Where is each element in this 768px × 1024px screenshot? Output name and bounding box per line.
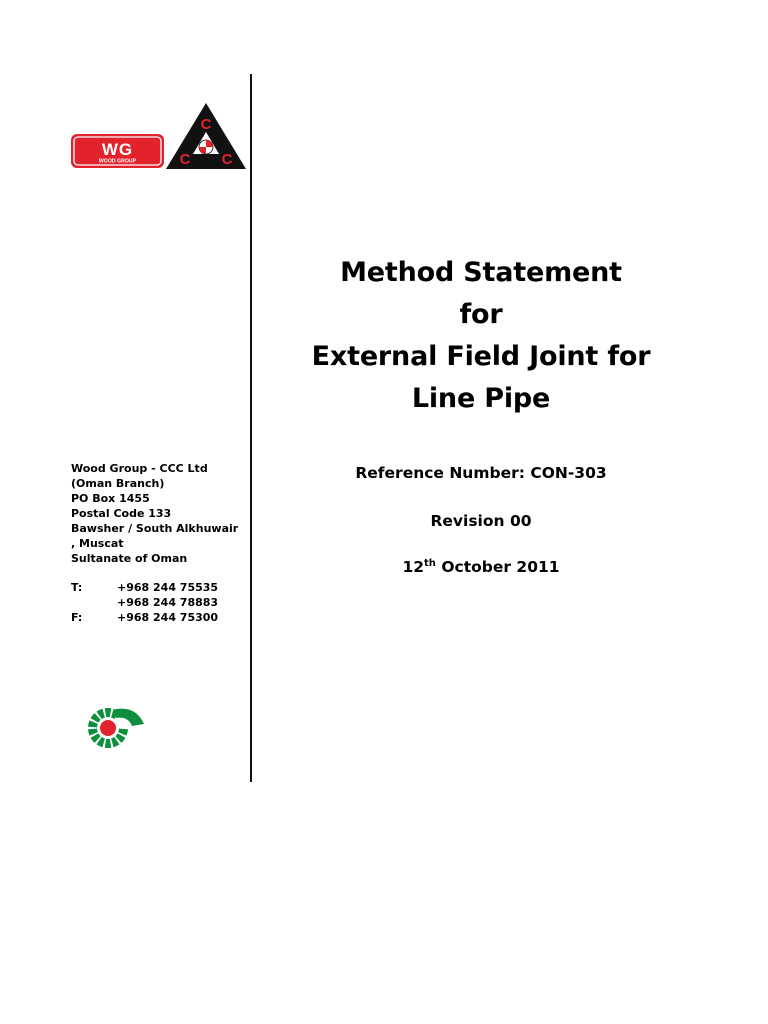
address-line-2: PO Box 1455 — [71, 492, 150, 505]
address-line-5: Sultanate of Oman — [71, 552, 188, 565]
date-rest: October 2011 — [435, 558, 560, 576]
phone-row-2 — [71, 595, 246, 610]
date-suffix: th — [424, 557, 436, 569]
ccc-letter-right: C — [221, 151, 233, 168]
document-date — [290, 558, 672, 576]
contact-info — [71, 580, 246, 625]
title-line-3: External Field Joint for — [311, 341, 651, 372]
wood-group-logo — [70, 133, 165, 169]
revision: Revision 00 — [430, 512, 532, 530]
emblem-segment — [105, 708, 112, 717]
address-line-3: Postal Code 133 — [71, 507, 172, 520]
phone-number-2: +968 244 78883 — [117, 596, 219, 609]
date-day: 12 — [402, 558, 425, 576]
title-line-4: Line Pipe — [411, 383, 551, 414]
oman-emblem-logo — [86, 704, 146, 750]
document-title — [290, 252, 672, 420]
address-line-1: Wood Group - CCC Ltd (Oman Branch) — [71, 462, 208, 490]
title-line-1: Method Statement — [340, 257, 622, 288]
phone-number-1: +968 244 75535 — [117, 581, 219, 594]
wood-group-logo-text: WOOD GROUP — [98, 158, 137, 165]
ccc-letter-left: C — [179, 151, 191, 168]
fax-label: F: — [71, 611, 83, 624]
title-line-2: for — [459, 299, 503, 330]
fax-row — [71, 610, 246, 625]
phone-label: T: — [71, 581, 83, 594]
phone-row-1 — [71, 580, 246, 595]
vertical-divider — [250, 74, 252, 782]
ccc-logo — [165, 102, 247, 170]
emblem-segment — [105, 739, 112, 748]
company-address — [71, 461, 246, 566]
fax-number: +968 244 75300 — [117, 611, 219, 624]
address-line-4: Bawsher / South Alkhuwair , Muscat — [71, 522, 239, 550]
wood-group-logo-mark: WG — [101, 140, 134, 159]
reference-number: Reference Number: CON-303 — [355, 464, 607, 482]
ccc-letter-top: C — [200, 116, 212, 133]
